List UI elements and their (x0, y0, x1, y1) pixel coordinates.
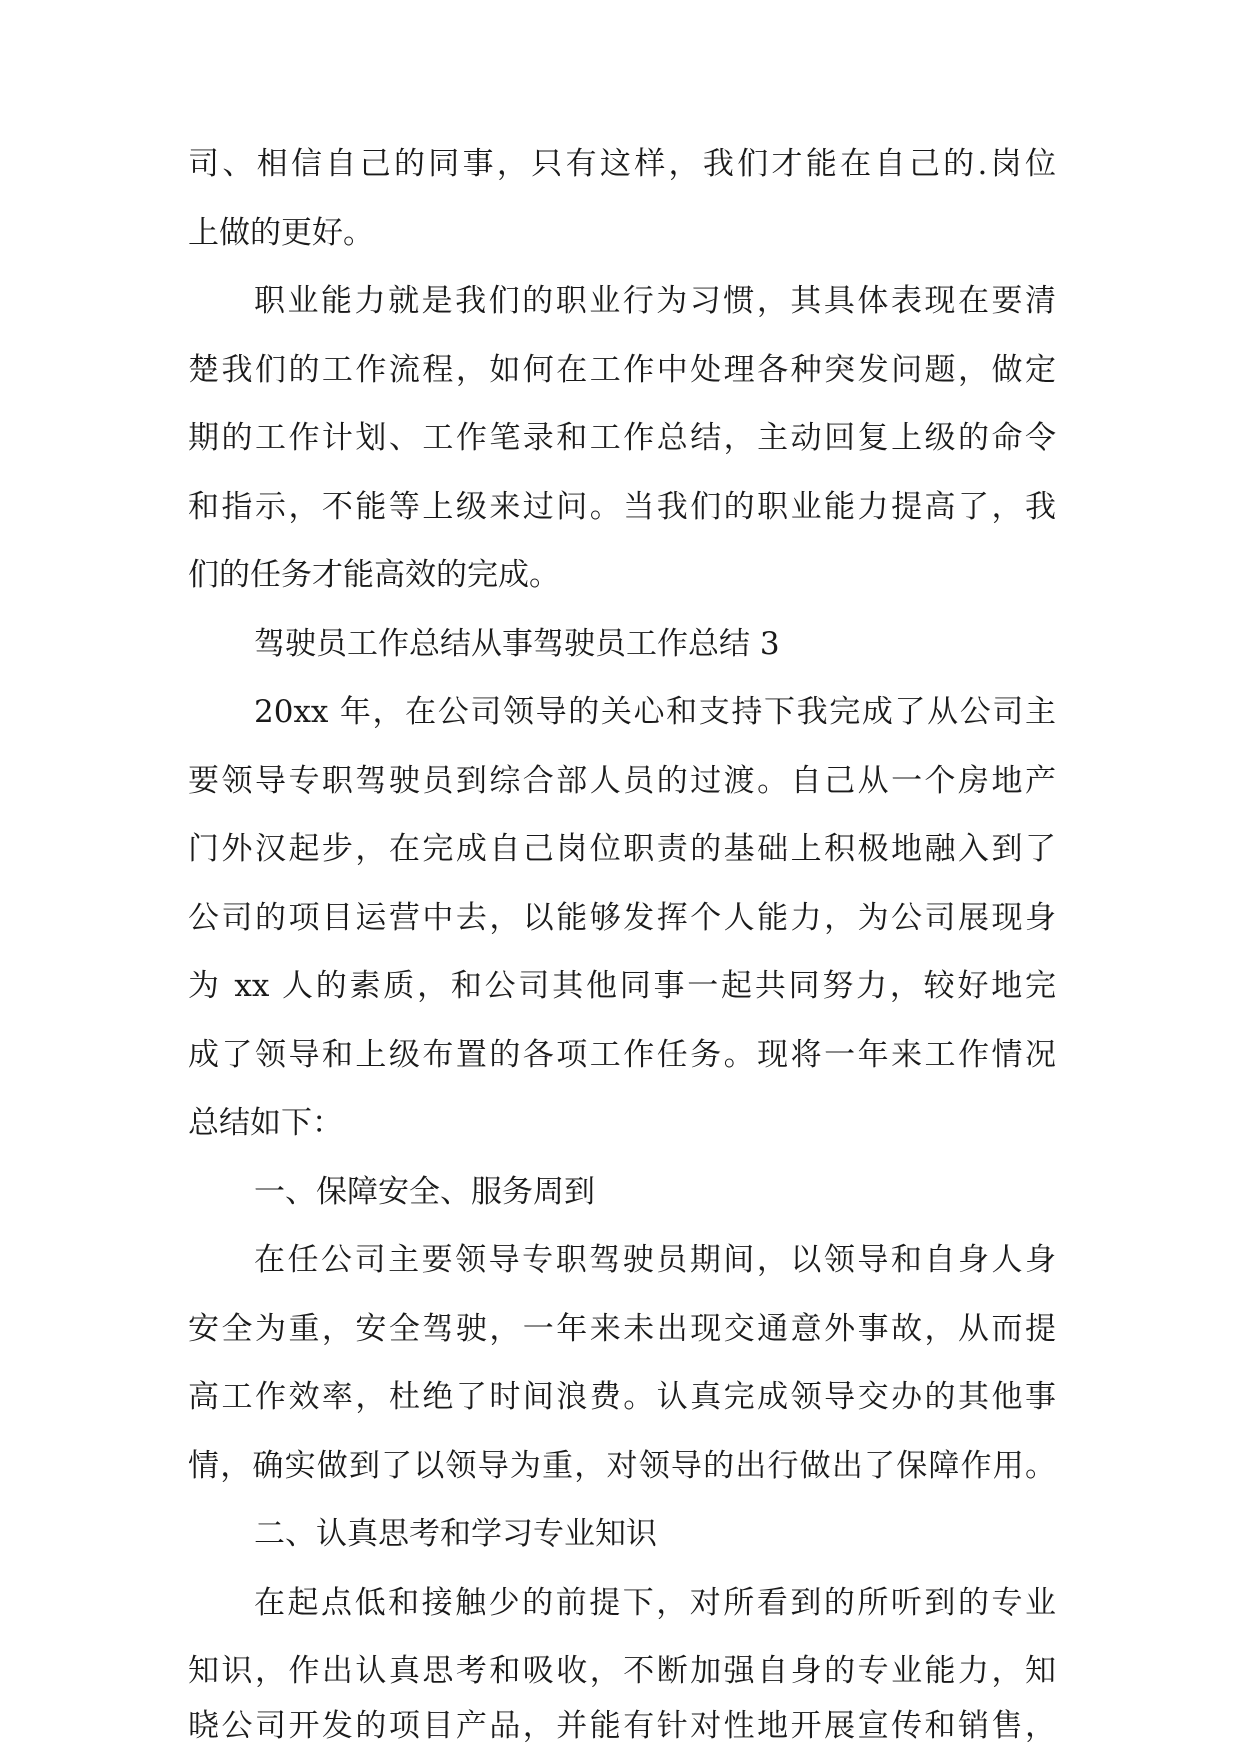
text-line: 楚我们的工作流程，如何在工作中处理各种突发问题，做定 (188, 352, 1056, 388)
text-line: 门外汉起步，在完成自己岗位职责的基础上积极地融入到了 (188, 831, 1056, 867)
text-line: 为 xx 人的素质，和公司其他同事一起共同努力，较好地完 (188, 968, 1056, 1004)
text-line: 期的工作计划、工作笔录和工作总结，主动回复上级的命令 (188, 420, 1056, 456)
text-line: 们的任务才能高效的完成。 (188, 557, 560, 593)
text-line: 安全为重，安全驾驶，一年来未出现交通意外事故，从而提 (188, 1311, 1056, 1347)
text-line: 晓公司开发的项目产品，并能有针对性地开展宣传和销售， (188, 1708, 1056, 1744)
text-line: 上做的更好。 (188, 215, 374, 251)
text-line: 公司的项目运营中去，以能够发挥个人能力，为公司展现身 (188, 900, 1056, 936)
text-line: 成了领导和上级布置的各项工作任务。现将一年来工作情况 (188, 1037, 1056, 1073)
section-heading: 二、认真思考和学习专业知识 (254, 1516, 657, 1552)
text-line: 在起点低和接触少的前提下，对所看到的所听到的专业 (254, 1585, 1056, 1621)
text-line: 要领导专职驾驶员到综合部人员的过渡。自己从一个房地产 (188, 763, 1056, 799)
text-line: 和指示，不能等上级来过问。当我们的职业能力提高了，我 (188, 489, 1056, 525)
text-line: 20xx 年，在公司领导的关心和支持下我完成了从公司主 (254, 694, 1056, 730)
text-line: 情，确实做到了以领导为重，对领导的出行做出了保障作用。 (188, 1448, 1056, 1484)
text-line: 高工作效率，杜绝了时间浪费。认真完成领导交办的其他事 (188, 1379, 1056, 1415)
section-heading: 一、保障安全、服务周到 (254, 1174, 595, 1210)
section-title: 驾驶员工作总结从事驾驶员工作总结 3 (254, 626, 780, 662)
text-line: 司、相信自己的同事，只有这样，我们才能在自己的.岗位 (188, 146, 1056, 182)
text-line: 总结如下： (188, 1105, 343, 1141)
text-line: 职业能力就是我们的职业行为习惯，其具体表现在要清 (254, 283, 1056, 319)
text-line: 在任公司主要领导专职驾驶员期间，以领导和自身人身 (254, 1242, 1056, 1278)
text-line: 知识，作出认真思考和吸收，不断加强自身的专业能力，知 (188, 1653, 1056, 1689)
